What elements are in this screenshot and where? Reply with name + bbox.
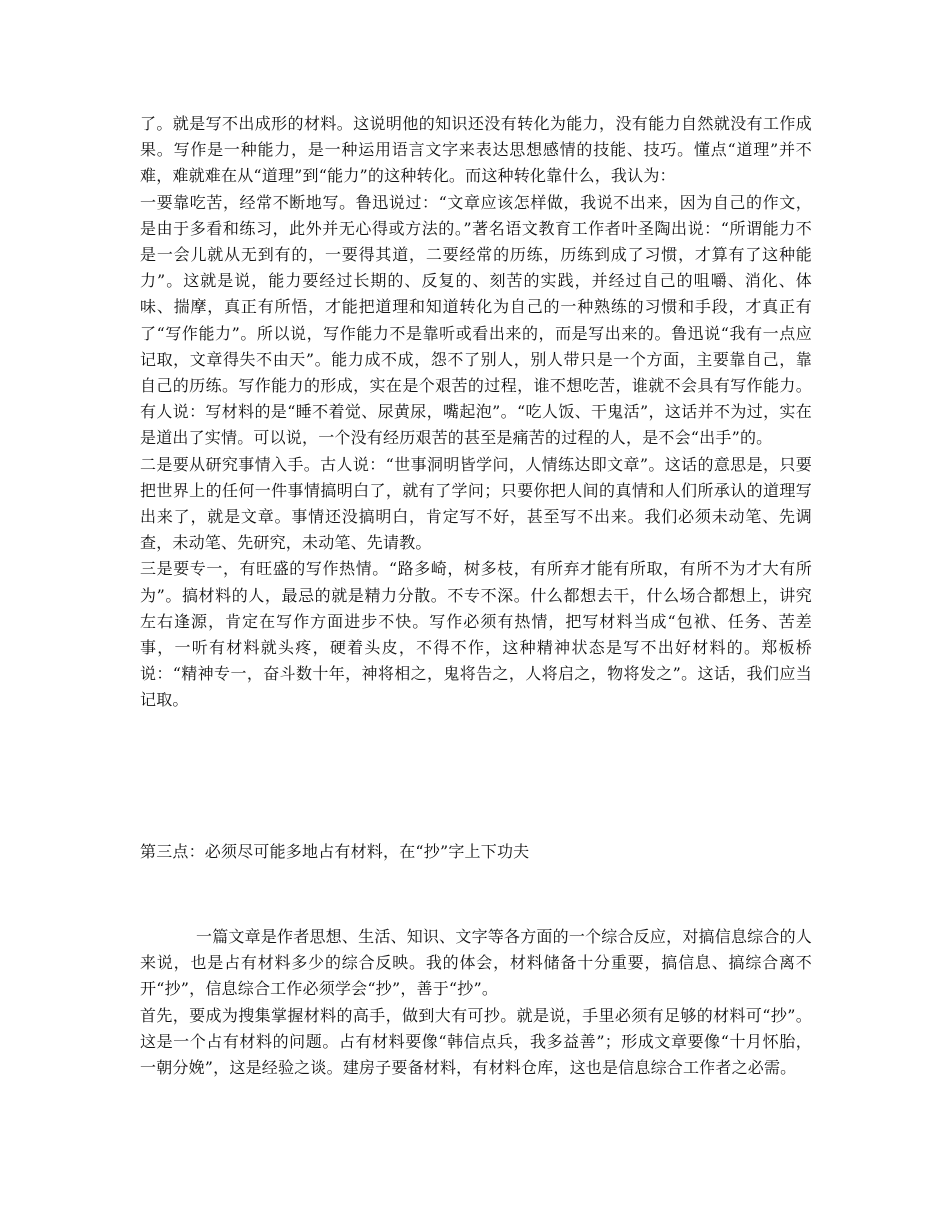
- paragraph-focus: 三是要专一，有旺盛的写作热情。“路多崎，树多枝，有所弃才能有所取，有所不为才大有所为”。搞材料的人，最忌的就是精力分散。不专不深。什么都想去干，什么场合都想上，讲究左右逢源，肯定在写作方面进步不快。写作必须有热情，把写材料当成“包袱、任务、苦差事，一听有材料就头疼，硬着头皮，不得不作，这种精神状态是写不出好材料的。郑板桥说：“精神专一，奋斗数十年，神将相之，鬼将告之，人将启之，物将发之”。这话，我们应当记取。: [140, 559, 812, 710]
- paragraph-research: 二是要从研究事情入手。古人说：“世事洞明皆学问，人情练达即文章”。这话的意思是，只要把世界上的任何一件事情搞明白了，就有了学问；只要你把人间的真情和人们所承认的道理写出来了，就是文章。事情还没搞明白，肯定写不好，甚至写不出来。我们必须未动笔、先调查，未动笔、先研究，未动笔、先请教。: [140, 454, 812, 553]
- section-heading: 第三点：必须尽可能多地占有材料，在“抄”字上下功夫: [140, 842, 530, 861]
- paragraph-comprehensive: 一篇文章是作者思想、生活、知识、文字等各方面的一个综合反应，对搞信息综合的人来说，也是占有材料多少的综合反映。我的体会，材料储备十分重要，搞信息、搞综合离不开“抄”，信息综合工作必须学会“抄”，善于“抄”。: [140, 927, 812, 999]
- body-text-top: [140, 111, 812, 714]
- body-text-bottom: [140, 924, 812, 1081]
- paragraph-ability: 了。就是写不出成形的材料。这说明他的知识还没有转化为能力，没有能力自然就没有工作成果。写作是一种能力，是一种运用语言文字来表达思想感情的技能、技巧。懂点“道理”并不难，难就难在从“道理”到“能力”的这种转化。而这种转化靠什么，我认为：: [140, 114, 812, 186]
- paragraph-hard-work: 一要靠吃苦，经常不断地写。鲁迅说过：“文章应该怎样做，我说不出来，因为自己的作文，是由于多看和练习，此外并无心得或方法的。”著名语文教育工作者叶圣陶出说：“所谓能力不是一会儿就从无到有的，一要得其道，二要经常的历练，历练到成了习惯，才算有了这种能力”。这就是说，能力要经过长期的、反复的、刻苦的实践，并经过自己的咀嚼、消化、体味、揣摩，真正有所悟，才能把道理和知道转化为自己的一种熟练的习惯和手段，才真正有了“写作能力”。所以说，写作能力不是靠听或看出来的，而是写出来的。鲁迅说“我有一点应记取，文章得失不由天”。能力成不成，怨不了别人，别人带只是一个方面，主要靠自己，靠自己的历练。写作能力的形成，实在是个艰苦的过程，谁不想吃苦，谁就不会具有写作能力。有人说：写材料的是“睡不着觉、尿黄尿，嘴起泡”。“吃人饭、干鬼活”，这话并不为过，实在是道出了实情。可以说，一个没有经历艰苦的甚至是痛苦的过程的人，是不会“出手”的。: [140, 192, 812, 448]
- paragraph-collect-material: 首先，要成为搜集掌握材料的高手，做到大有可抄。就是说，手里必须有足够的材料可“抄”。这是一个占有材料的问题。占有材料要像“韩信点兵，我多益善”；形成文章要像“十月怀胎，一朝分娩”，这是经验之谈。建房子要备材料，有材料仓库，这也是信息综合工作者之必需。: [140, 1005, 812, 1078]
